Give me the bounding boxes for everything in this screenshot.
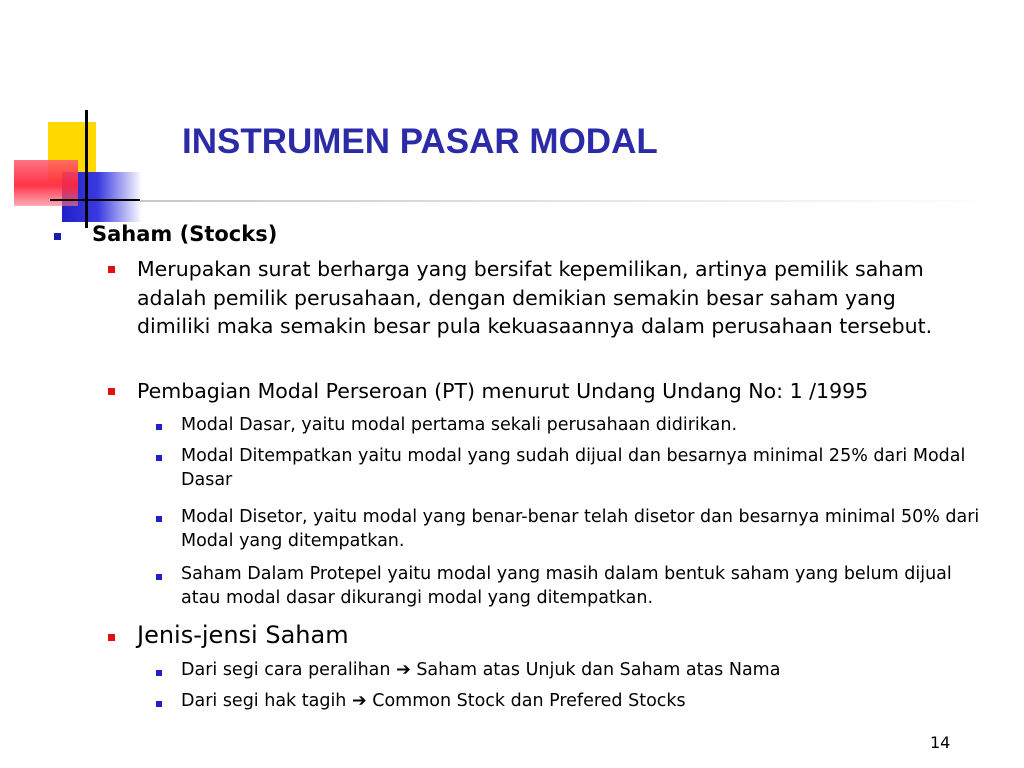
sub-bullet-modal-dasar: Modal Dasar, yaitu modal pertama sekali perusahaan didirikan. [181, 415, 738, 435]
bullet-jenis-saham: Jenis-jensi Saham [137, 621, 349, 649]
logo-vertical-line [85, 110, 88, 228]
level2-bullet-icon [108, 634, 115, 641]
bullet-saham: Saham (Stocks) [92, 222, 278, 246]
arrow-right-icon: ➔ [351, 691, 367, 711]
title-underline [140, 200, 1000, 202]
bullet-merupakan: Merupakan surat berharga yang bersifat kepemilikan, artinya pemilik saham adalah pemilik perusahaan, dengan demikian semakin besar saham yang dimiliki maka semakin besar pula kekuasaannya dalam perusahaan tersebut. [137, 257, 933, 338]
page-number: 14 [930, 733, 951, 752]
level3-bullet-icon [156, 574, 162, 580]
level3-bullet-icon [156, 516, 162, 522]
level2-bullet-icon [108, 388, 115, 395]
sub-bullet-hak-tagih [181, 689, 686, 713]
level2-bullet-icon [108, 266, 115, 273]
level3-bullet-icon [156, 424, 162, 430]
cara-peralihan-prefix: Dari segi cara peralihan [181, 660, 391, 680]
level3-bullet-icon [156, 701, 162, 707]
hak-tagih-prefix: Dari segi hak tagih [181, 691, 347, 711]
sub-bullet-saham-protepel: Saham Dalam Protepel yaitu modal yang masih dalam bentuk saham yang belum dijual atau modal dasar dikurangi modal yang ditempatkan. [181, 564, 952, 608]
slide-title: INSTRUMEN PASAR MODAL [182, 122, 658, 161]
hak-tagih-suffix: Common Stock dan Prefered Stocks [372, 691, 686, 711]
level1-bullet-icon [54, 233, 61, 240]
sub-bullet-modal-ditempatkan: Modal Ditempatkan yaitu modal yang sudah dijual dan besarnya minimal 25% dari Modal Dasar [181, 446, 966, 490]
bullet-pembagian-modal: Pembagian Modal Perseroan (PT) menurut Undang Undang No: 1 /1995 [137, 379, 869, 403]
slide-logo-decoration [0, 0, 160, 230]
sub-bullet-modal-disetor: Modal Disetor, yaitu modal yang benar-benar telah disetor dan besarnya minimal 50% dari Modal yang ditempatkan. [181, 507, 980, 551]
logo-horizontal-line [50, 199, 140, 201]
cara-peralihan-suffix: Saham atas Unjuk dan Saham atas Nama [416, 660, 781, 680]
arrow-right-icon: ➔ [396, 660, 411, 680]
level3-bullet-icon [156, 670, 162, 676]
sub-bullet-cara-peralihan [181, 658, 780, 682]
level3-bullet-icon [156, 455, 162, 461]
